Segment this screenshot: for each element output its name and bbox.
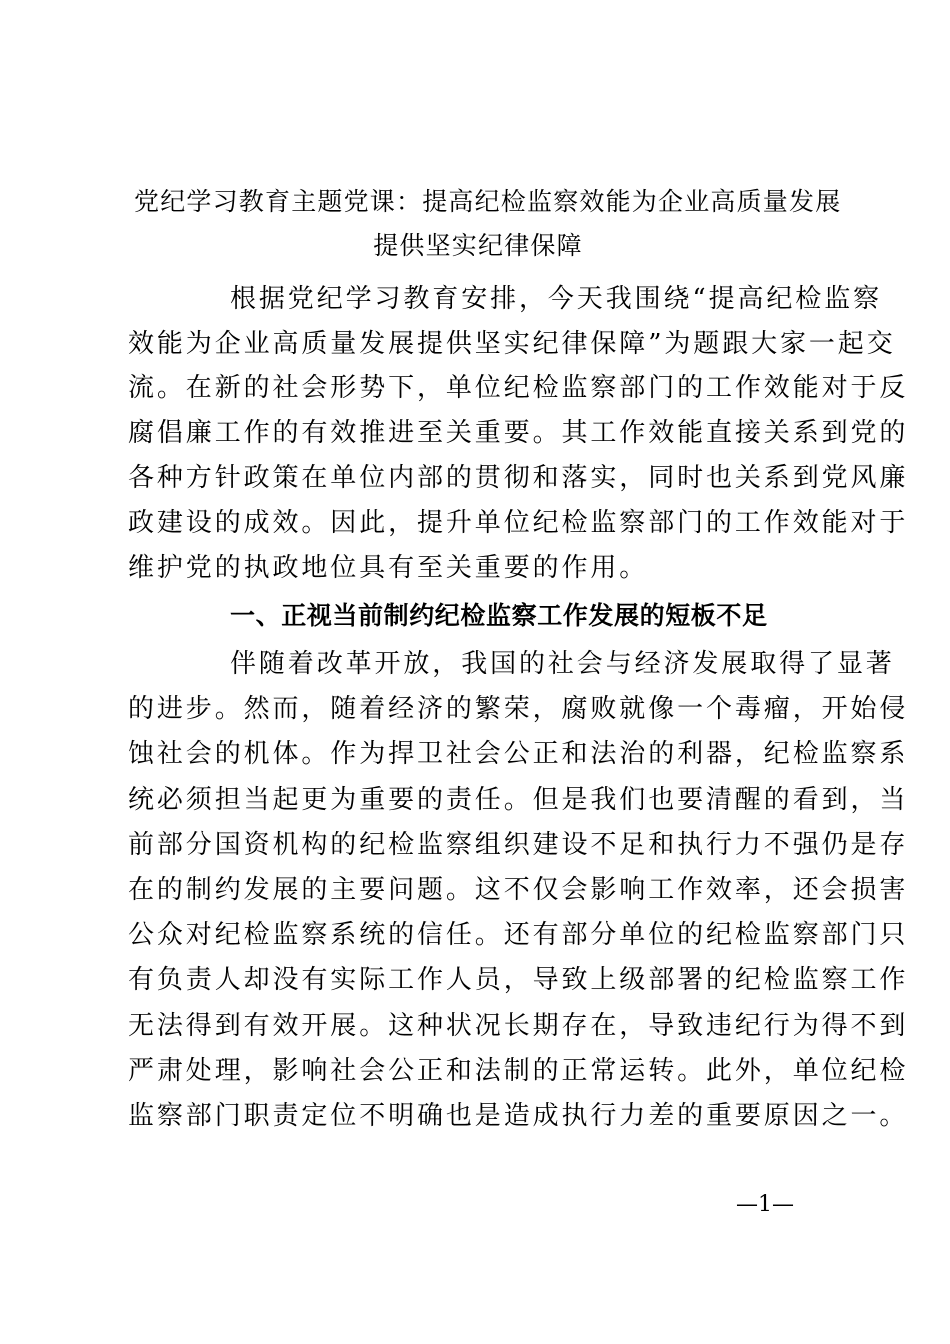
section-paragraph-line: 在的制约发展的主要问题。这不仅会影响工作效率，还会损害 — [128, 875, 909, 905]
section-paragraph-line: 公众对纪检监察系统的信任。还有部分单位的纪检监察部门只 — [128, 920, 909, 950]
section-paragraph-line: 严肃处理，影响社会公正和法制的正常运转。此外，单位纪检 — [128, 1056, 909, 1086]
intro-paragraph-line: 流。在新的社会形势下，单位纪检监察部门的工作效能对于反 — [128, 373, 909, 403]
document-title-line-1: 党纪学习教育主题党课：提高纪检监察效能为企业高质量发展 — [134, 187, 842, 216]
section-paragraph-line: 监察部门职责定位不明确也是造成执行力差的重要原因之一。 — [128, 1101, 909, 1131]
intro-paragraph-line: 腐倡廉工作的有效推进至关重要。其工作效能直接关系到党的 — [128, 418, 909, 448]
section-paragraph-line: 有负责人却没有实际工作人员，导致上级部署的纪检监察工作 — [128, 965, 909, 995]
intro-paragraph-line: 政建设的成效。因此，提升单位纪检监察部门的工作效能对于 — [128, 508, 909, 538]
section-paragraph-line: 伴随着改革开放，我国的社会与经济发展取得了显著 — [230, 649, 895, 679]
section-paragraph-line: 的进步。然而，随着经济的繁荣，腐败就像一个毒瘤，开始侵 — [128, 694, 909, 724]
intro-paragraph-line: 各种方针政策在单位内部的贯彻和落实，同时也关系到党风廉 — [128, 463, 909, 493]
section-heading: 一、正视当前制约纪检监察工作发展的短板不足 — [230, 601, 768, 630]
page-number: —1— — [736, 1192, 794, 1217]
document-title-line-2: 提供坚实纪律保障 — [373, 231, 583, 260]
section-paragraph-line: 统必须担当起更为重要的责任。但是我们也要清醒的看到，当 — [128, 785, 909, 815]
section-paragraph-line: 无法得到有效开展。这种状况长期存在，导致违纪行为得不到 — [128, 1011, 909, 1041]
intro-paragraph-line: 根据党纪学习教育安排，今天我围绕“提高纪检监察 — [230, 284, 882, 314]
intro-paragraph-line: 效能为企业高质量发展提供坚实纪律保障”为题跟大家一起交 — [128, 329, 896, 359]
section-paragraph-line: 蚀社会的机体。作为捍卫社会公正和法治的利器，纪检监察系 — [128, 739, 909, 769]
section-paragraph-line: 前部分国资机构的纪检监察组织建设不足和执行力不强仍是存 — [128, 830, 909, 860]
intro-paragraph-line: 维护党的执政地位具有至关重要的作用。 — [128, 553, 649, 583]
